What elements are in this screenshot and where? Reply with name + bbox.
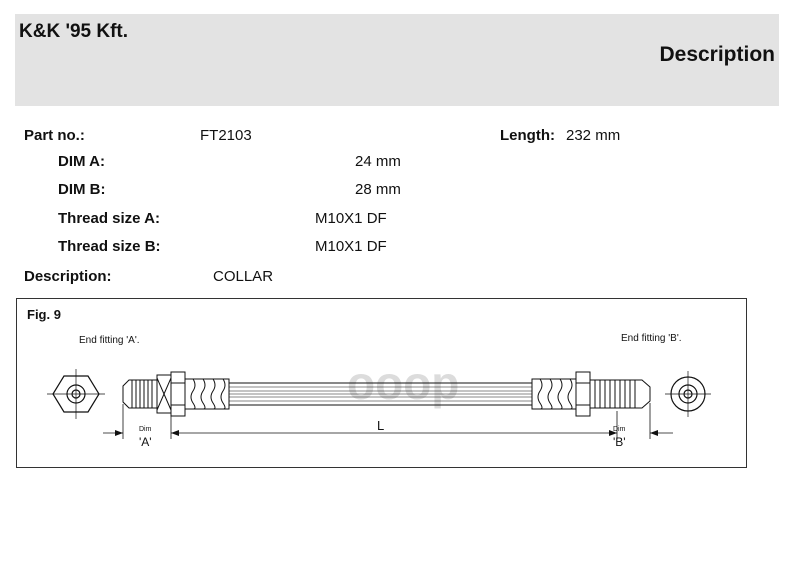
- round-end-view-b: [665, 371, 711, 417]
- hex-nut-end-view-a: [47, 369, 105, 419]
- thread-nipple-b: [576, 372, 650, 416]
- description-value: COLLAR: [213, 268, 274, 285]
- dim-b-mark: 'B': [613, 435, 626, 449]
- figure-panel: [16, 298, 747, 468]
- page-title: Description: [659, 43, 775, 66]
- length-mark: L: [377, 418, 385, 433]
- thread-a-label: Thread size A:: [58, 210, 160, 227]
- length-label: Length:: [500, 127, 555, 144]
- dim-b-label: DIM B:: [58, 181, 106, 198]
- thread-a-value: M10X1 DF: [315, 210, 387, 227]
- header-band: [15, 14, 779, 106]
- crimp-ferrule-b: [532, 379, 576, 409]
- dim-a-value: 24 mm: [355, 153, 401, 170]
- end-fitting-a-label: End fitting 'A'.: [79, 335, 140, 346]
- part-no-label: Part no.:: [24, 127, 85, 144]
- thread-b-value: M10X1 DF: [315, 238, 387, 255]
- dim-a-small-label: Dim: [139, 426, 152, 433]
- crimp-ferrule-a: [185, 379, 229, 409]
- description-label: Description:: [24, 268, 112, 285]
- figure-label: Fig. 9: [27, 307, 61, 322]
- dim-a-label: DIM A:: [58, 153, 105, 170]
- thread-nipple-a: [123, 372, 185, 416]
- thread-b-label: Thread size B:: [58, 238, 161, 255]
- dim-a-mark: 'A': [139, 435, 152, 449]
- length-value: 232 mm: [566, 127, 621, 144]
- dim-b-small-label: Dim: [613, 426, 626, 433]
- end-fitting-b-label: End fitting 'B'.: [621, 333, 682, 344]
- watermark-text: ooop: [347, 357, 460, 409]
- hose-drawing: [17, 299, 746, 467]
- part-no-value: FT2103: [200, 127, 252, 144]
- dim-b-value: 28 mm: [355, 181, 401, 198]
- company-name: K&K '95 Kft.: [19, 21, 129, 42]
